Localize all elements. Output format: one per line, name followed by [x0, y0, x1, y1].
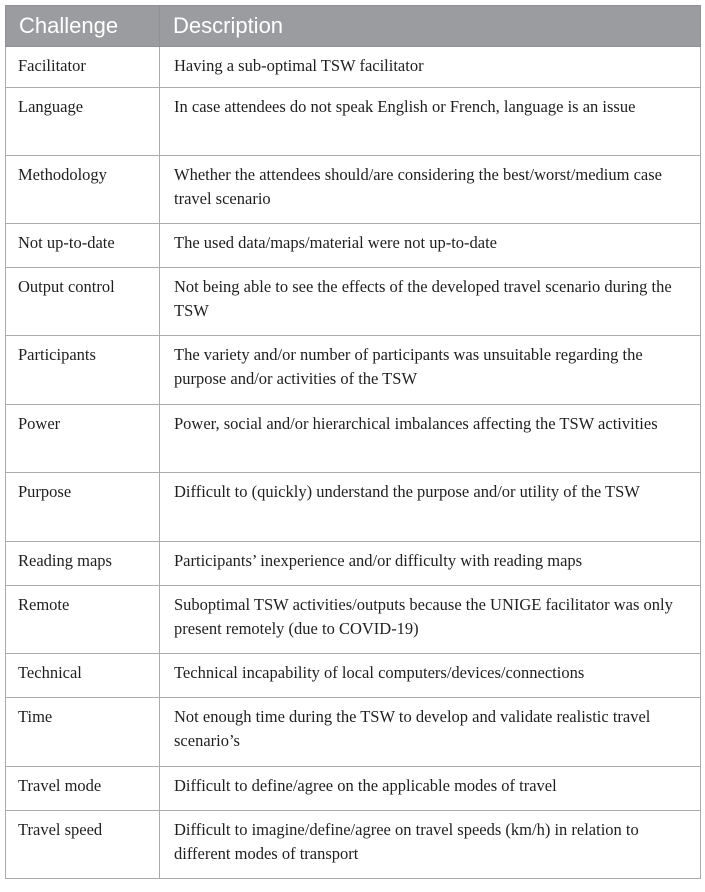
table-row	[6, 654, 701, 698]
challenge-cell: Remote	[6, 586, 160, 654]
description-cell: Participants’ inexperience and/or difficulty with reading maps	[160, 542, 701, 586]
challenge-cell: Power	[6, 405, 160, 473]
challenge-cell: Not up-to-date	[6, 224, 160, 268]
description-cell: The used data/maps/material were not up-to-date	[160, 224, 701, 268]
table-row	[6, 47, 701, 88]
challenge-cell: Facilitator	[6, 47, 160, 88]
table-row	[6, 88, 701, 156]
challenge-cell: Methodology	[6, 156, 160, 224]
description-cell: Technical incapability of local computers/devices/connections	[160, 654, 701, 698]
challenge-cell: Technical	[6, 654, 160, 698]
table-row	[6, 698, 701, 767]
description-cell: Whether the attendees should/are considering the best/worst/medium case travel scenario	[160, 156, 701, 224]
table-row	[6, 542, 701, 586]
table-row	[6, 405, 701, 473]
challenge-cell: Language	[6, 88, 160, 156]
description-cell: Having a sub-optimal TSW facilitator	[160, 47, 701, 88]
description-cell: In case attendees do not speak English or French, language is an issue	[160, 88, 701, 156]
table-row	[6, 224, 701, 268]
description-cell: Difficult to imagine/define/agree on travel speeds (km/h) in relation to different modes of transport	[160, 811, 701, 879]
table-row	[6, 336, 701, 405]
challenge-cell: Travel mode	[6, 767, 160, 811]
table-body	[6, 47, 701, 879]
challenge-cell: Output control	[6, 268, 160, 336]
table-row	[6, 811, 701, 879]
table-row	[6, 586, 701, 654]
table-row	[6, 268, 701, 336]
table-row	[6, 156, 701, 224]
description-cell: Not being able to see the effects of the developed travel scenario during the TSW	[160, 268, 701, 336]
challenge-cell: Purpose	[6, 473, 160, 542]
challenge-cell: Travel speed	[6, 811, 160, 879]
header-challenge: Challenge	[6, 6, 160, 47]
table-row	[6, 473, 701, 542]
description-cell: The variety and/or number of participants was unsuitable regarding the purpose and/or activities of the TSW	[160, 336, 701, 405]
table-header	[6, 6, 701, 47]
challenges-table	[5, 5, 701, 879]
description-cell: Difficult to define/agree on the applicable modes of travel	[160, 767, 701, 811]
description-cell: Difficult to (quickly) understand the purpose and/or utility of the TSW	[160, 473, 701, 542]
description-cell: Power, social and/or hierarchical imbalances affecting the TSW activities	[160, 405, 701, 473]
header-row	[6, 6, 701, 47]
description-cell: Not enough time during the TSW to develop and validate realistic travel scenario’s	[160, 698, 701, 767]
header-description: Description	[160, 6, 701, 47]
table-row	[6, 767, 701, 811]
description-cell: Suboptimal TSW activities/outputs because the UNIGE facilitator was only present remotely (due to COVID-19)	[160, 586, 701, 654]
challenges-table-container	[5, 5, 700, 879]
challenge-cell: Time	[6, 698, 160, 767]
challenge-cell: Participants	[6, 336, 160, 405]
challenge-cell: Reading maps	[6, 542, 160, 586]
